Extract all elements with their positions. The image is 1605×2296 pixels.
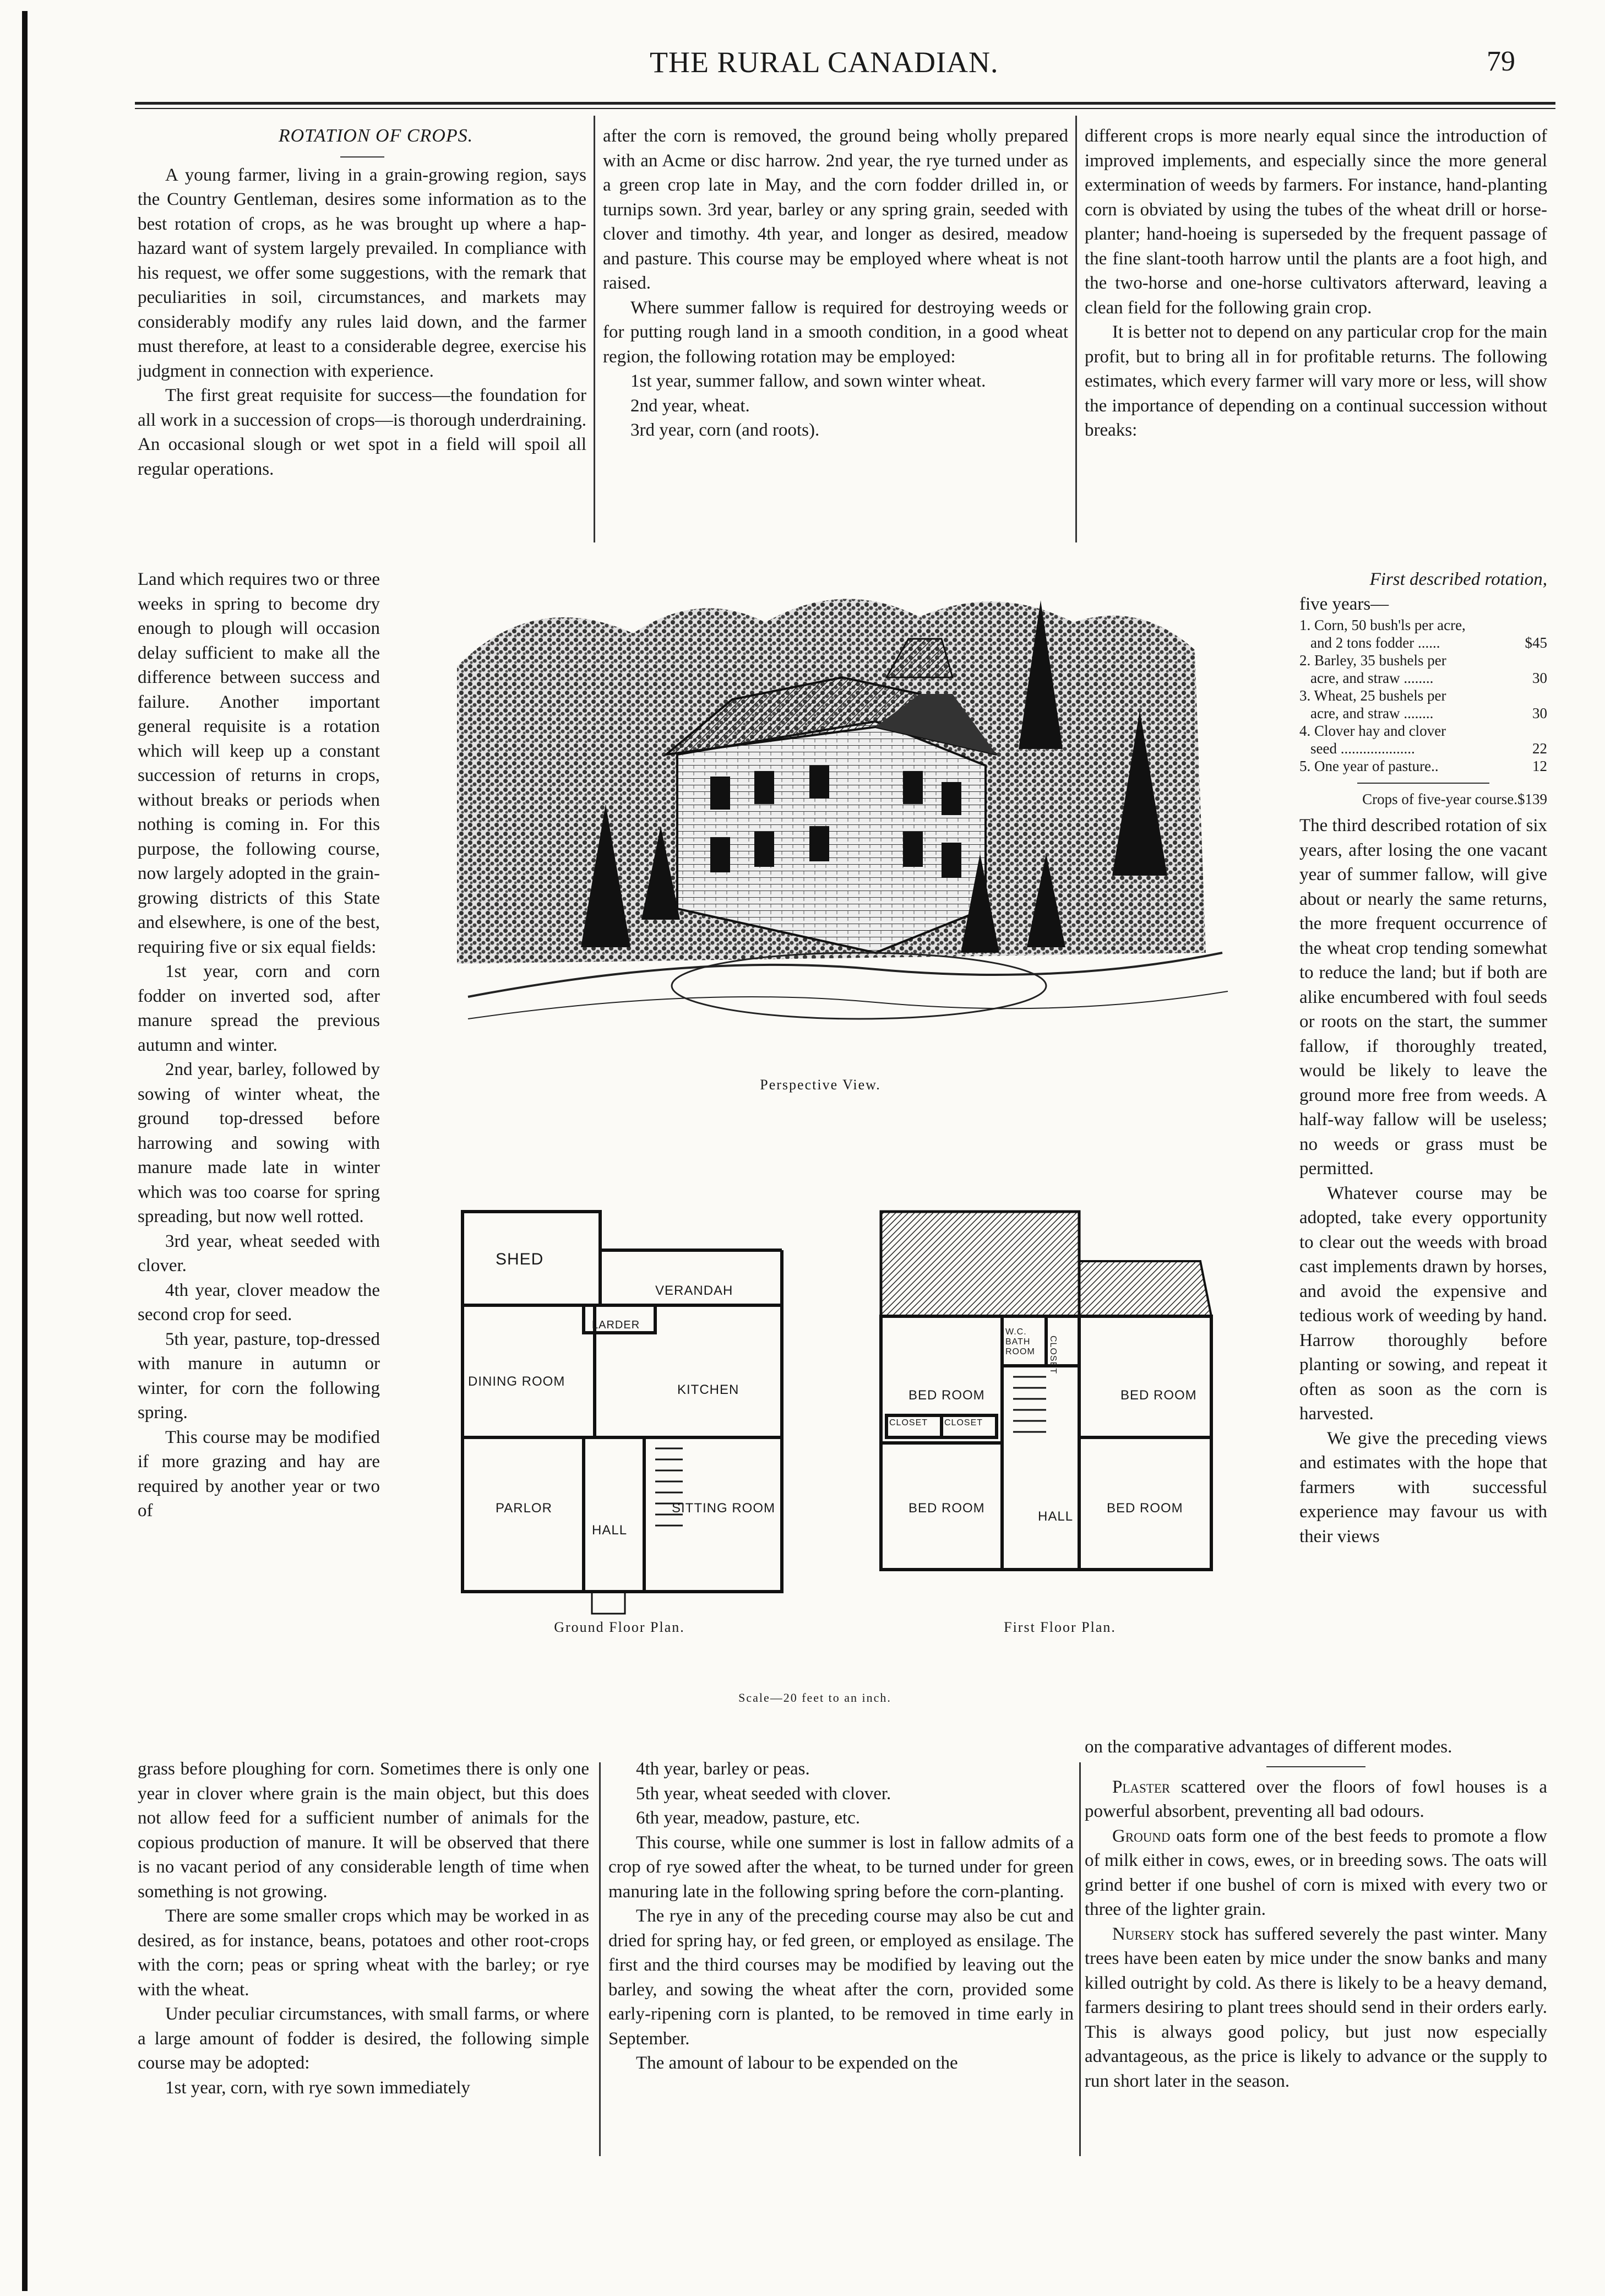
paragraph: This course may be modified if more grazing and hay are required by another year or two of xyxy=(138,1427,380,1521)
plan-label-closet: CLOSET xyxy=(889,1418,928,1427)
estimate-row: 5. One year of pasture.. 12 xyxy=(1299,758,1547,774)
section-title: ROTATION OF CROPS. xyxy=(278,126,474,146)
paragraph: after the corn is removed, the ground being wholly prepared with an Acme or disc harrow. 2nd year, the rye turned under as a green crop late in May, and the corn fodder drilled in, or turnips sown. 3rd year, barley or any spring grain, seeded with clover and timothy. 4th year, and longer as desired, meadow and pasture. This course may be employed where wheat is not raised. xyxy=(603,126,1068,293)
paragraph: A young farmer, living in a grain-growing region, says the Country Gentleman, desires some information as to the best rotation of crops, as he was brought up where a hap-hazard want of system largely prevailed. In compliance with his request, we offer some suggestions, with the remark that peculiarities in soil, circumstances, and markets may considerably modify any rules laid down, and the farmer must therefore, at least to a considerable degree, exercise his judgment in connection with experience. xyxy=(138,165,586,381)
column-divider-4 xyxy=(1079,1762,1081,2156)
column-1-bottom xyxy=(138,1757,589,2100)
column-3-bottom xyxy=(1085,1735,1547,2093)
column-divider-2 xyxy=(1075,116,1077,542)
paragraph: 5th year, pasture, top-dressed with manure in autumn or winter, for corn the following spring. xyxy=(138,1329,380,1423)
plan-label-closet: CLOSET xyxy=(944,1418,983,1427)
paragraph: different crops is more nearly equal since the introduction of improved implements, and especially since the more general extermination of weeds by farmers. For instance, hand-planting corn is obviated by using the tubes of the wheat drill or horse-planter; hand-hoeing is superseded by the frequent passage of the fine slant-tooth harrow until the plants are a foot high, and the two-horse and one-horse cultivators afterward, leaving a clean field for the following grain crop. xyxy=(1085,126,1547,318)
plan-label-larder: LARDER xyxy=(592,1319,640,1331)
estimate-row: 2. Barley, 35 bushels per acre, and straw ........ 30 xyxy=(1299,652,1547,686)
paragraph: We give the preceding views and estimates with the hope that farmers with successful experience may favour us with their views xyxy=(1299,1428,1547,1546)
estimate-rule xyxy=(1357,783,1489,784)
paragraph: The first great requisite for success—the foundation for all work in a succession of crops—is thorough underdraining. An occasional slough or wet spot in a field will spoil all regular operations. xyxy=(138,386,586,479)
plan-label-verandah: VERANDAH xyxy=(655,1283,733,1298)
estimate-row: 3. Wheat, 25 bushels per acre, and straw ........ 30 xyxy=(1299,687,1547,721)
paragraph: Where summer fallow is required for destroying weeds or for putting rough land in a smooth condition, in a good wheat region, the following rotation may be employed: xyxy=(603,297,1068,367)
perspective-caption: Perspective View. xyxy=(760,1077,881,1093)
plan-label-bedroom: BED ROOM xyxy=(908,1388,985,1403)
paragraph: Under peculiar circumstances, with small farms, or where a large amount of fodder is desired, the following simple course may be adopted: xyxy=(138,2004,589,2073)
paragraph: grass before ploughing for corn. Sometimes there is only one year in clover where grain is the main object, but this does not allow feed for a sufficient number of animals for the copious production of manure. It will be observed that there is no vacant period of any considerable length of time when something is not growing. xyxy=(138,1759,589,1902)
estimate-list xyxy=(1299,616,1547,808)
plan-label-dining: DINING ROOM xyxy=(468,1374,565,1389)
note: Nursery stock has suffered severely the past winter. Many trees have been eaten by mice under the snow banks and many killed outright by cold. As there is likely to be a heavy demand, farmers desiring to plant trees should send in their orders early. This is always good policy, but just now especially advantageous, as the price is likely to advance or the supply to run short later in the season. xyxy=(1085,1924,1547,2091)
plan-label-hall: HALL xyxy=(1038,1509,1074,1524)
estimates-block xyxy=(1299,567,1547,1549)
estimate-row: 1. Corn, 50 bush'ls per acre, and 2 tons fodder ...... $45 xyxy=(1299,617,1547,651)
paragraph: There are some smaller crops which may be worked in as desired, as for instance, beans, potatoes and other root-crops with the corn; peas or spring wheat with the barley; or rye with the wheat. xyxy=(138,1906,589,2000)
first-floor-caption: First Floor Plan. xyxy=(1004,1619,1116,1635)
page-header-title: THE RURAL CANADIAN. xyxy=(650,46,999,79)
header-rule-bottom xyxy=(135,108,1555,109)
plan-label-bedroom: BED ROOM xyxy=(1120,1388,1197,1403)
plan-label-bath: W.C. BATH ROOM xyxy=(1005,1327,1035,1356)
estimate-heading: First described rotation, xyxy=(1369,569,1547,589)
column-3-top xyxy=(1085,124,1547,443)
plan-label-bedroom: BED ROOM xyxy=(908,1501,985,1516)
column-2-bottom xyxy=(608,1757,1074,2076)
scale-caption: Scale—20 feet to an inch. xyxy=(738,1691,891,1705)
plan-label-shed: SHED xyxy=(496,1250,544,1268)
column-1-narrow xyxy=(138,567,380,1523)
paragraph: Land which requires two or three weeks in spring to become dry enough to plough will occasion delay sufficient to make all the difference between success and failure. Another important general requisite is a rotation which will keep up a constant succession of returns in crops, without breaks or periods when nothing is coming in. For this purpose, the following course, now largely adopted in the grain-growing districts of this State and elsewhere, is one of the best, requiring five or six equal fields: xyxy=(138,569,380,957)
note-rule xyxy=(1266,1766,1365,1767)
column-1-top xyxy=(138,124,586,481)
paragraph: 2nd year, wheat. xyxy=(630,395,750,416)
paragraph: The amount of labour to be expended on the xyxy=(636,2053,958,2073)
header-rule-top xyxy=(135,102,1555,105)
plan-label-kitchen: KITCHEN xyxy=(677,1382,739,1397)
plan-label-hall: HALL xyxy=(592,1523,628,1538)
paragraph: 1st year, summer fallow, and sown winter wheat. xyxy=(630,371,986,391)
perspective-illustration xyxy=(424,567,1294,1063)
paragraph: on the comparative advantages of different modes. xyxy=(1085,1737,1452,1757)
column-2-top xyxy=(603,124,1068,443)
estimate-row: 4. Clover hay and clover seed .................... 22 xyxy=(1299,723,1547,757)
paragraph: 3rd year, wheat seeded with clover. xyxy=(138,1231,380,1275)
estimate-total: Crops of five-year course.$139 xyxy=(1362,791,1547,807)
paragraph: 2nd year, barley, followed by sowing of winter wheat, the ground top-dressed before harrowing and sowing with manure made late in winter which was too coarse for spring spreading, but now well rotted. xyxy=(138,1060,380,1226)
plan-label-sitting: SITTING ROOM xyxy=(672,1501,775,1516)
paragraph: Whatever course may be adopted, take every opportunity to clear out the weeds with broad cast implements drawn by horses, and avoid the expensive and tedious work of weeding by hand. Harrow thoroughly before planting or sowing, and repeat it often as soon as the corn is harvested. xyxy=(1299,1183,1547,1424)
plan-label-bedroom: BED ROOM xyxy=(1107,1501,1183,1516)
estimate-subheading: five years— xyxy=(1299,594,1389,614)
paragraph: This course, while one summer is lost in fallow admits of a crop of rye sowed after the wheat, to be turned under for green manuring late in the following spring before the corn-planting. xyxy=(608,1832,1074,1902)
paragraph: 6th year, meadow, pasture, etc. xyxy=(636,1808,861,1828)
page-number: 79 xyxy=(1487,46,1515,77)
paragraph: The third described rotation of six years, after losing the one vacant year of summer fallow, will give about or nearly the same returns, the more frequent occurrence of the wheat crop tending somewhat to reduce the land; but if both are alike encumbered with foul seeds or roots on the start, the summer fallow, if thoroughly treated, would be likely to leave the ground more free from weeds. A half-way fallow will be useless; no weeds or grass must be permitted. xyxy=(1299,816,1547,1179)
paragraph: The rye in any of the preceding course may also be cut and dried for spring hay, or fed green, or employed as ensilage. The first and the third courses may be modified by leaving out the barley, and sowing the wheat after the corn, provided some early-ripening corn is planted, to be removed in time early in September. xyxy=(608,1906,1074,2049)
paragraph: 4th year, clover meadow the second crop for seed. xyxy=(138,1280,380,1325)
paragraph: It is better not to depend on any particular crop for the main profit, but to bring all in for profitable returns. The following estimates, which every farmer will vary more or less, will show the importance of depending on a continual succession without breaks: xyxy=(1085,322,1547,440)
column-divider-3 xyxy=(599,1762,601,2156)
paragraph: 3rd year, corn (and roots). xyxy=(630,420,820,440)
plan-label-parlor: PARLOR xyxy=(496,1501,552,1516)
note: Plaster scattered over the floors of fowl houses is a powerful absorbent, preventing all bad odours. xyxy=(1085,1777,1547,1821)
paragraph: 1st year, corn and corn fodder on inverted sod, after manure spread the previous autumn and winter. xyxy=(138,962,380,1055)
scan-margin-bar xyxy=(22,11,28,2291)
paragraph: 1st year, corn, with rye sown immediately xyxy=(165,2077,471,2098)
note: Ground oats form one of the best feeds to promote a flow of milk either in cows, ewes, or in breeding sows. The oats will grind better if one bushel of corn is mixed with every two or three of the lighter grain. xyxy=(1085,1826,1547,1919)
title-dash xyxy=(340,156,384,158)
plan-label-closet: CLOSET xyxy=(1048,1336,1058,1375)
ground-floor-caption: Ground Floor Plan. xyxy=(554,1619,685,1635)
column-divider-1 xyxy=(594,116,595,542)
paragraph: 5th year, wheat seeded with clover. xyxy=(636,1783,891,1804)
paragraph: 4th year, barley or peas. xyxy=(636,1759,810,1779)
